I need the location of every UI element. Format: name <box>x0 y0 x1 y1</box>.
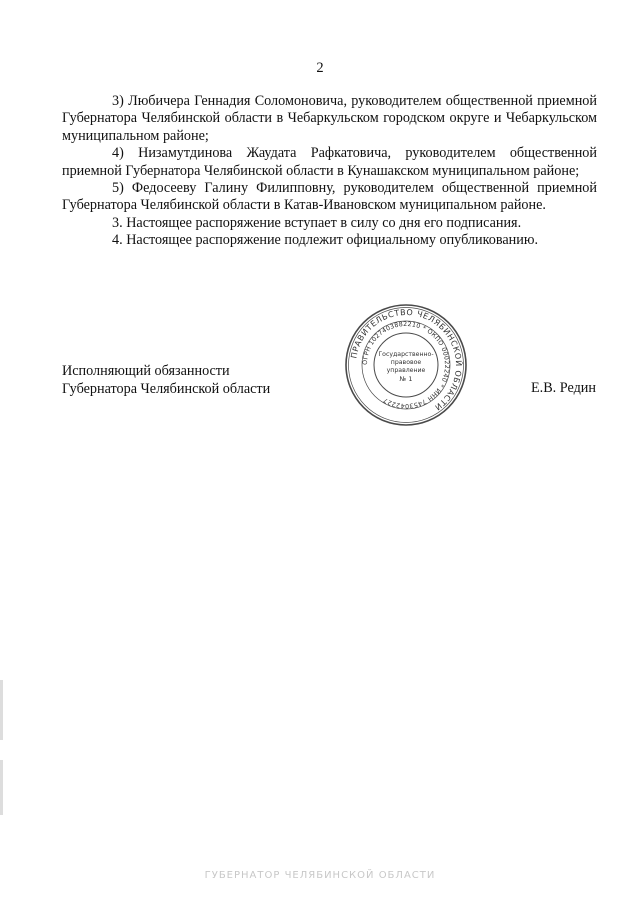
seal-center-line2: правовое <box>390 359 422 366</box>
signatory-title-line1: Исполняющий обязанности <box>62 363 230 379</box>
scan-edge-mark <box>0 760 3 815</box>
paragraph-point-3: 3. Настоящее распоряжение вступает в силу со дня его подписания. <box>112 214 522 231</box>
paragraph-point-4: 4. Настоящее распоряжение подлежит официальному опубликованию. <box>112 232 539 249</box>
document-body <box>62 93 597 250</box>
seal-center-line3: управление <box>386 367 426 374</box>
signatory-title-line2: Губернатора Челябинской области <box>62 380 271 397</box>
paragraph-item-4: 4) Низамутдинова Жаудата Рафкатовича, руководителем общественной приемной Губернатора Челябинской области в Кунашакском муниципальном районе; <box>62 145 597 179</box>
signatory-title <box>62 363 270 398</box>
paragraph-item-5: 5) Федосееву Галину Филипповну, руководителем общественной приемной Губернатора Челябинской области в Катав-Ивановском муниципальном районе. <box>62 180 597 214</box>
official-seal-icon <box>343 302 469 428</box>
page-footer: ГУБЕРНАТОР ЧЕЛЯБИНСКОЙ ОБЛАСТИ <box>204 870 436 881</box>
signatory-name: Е.В. Редин <box>531 380 596 396</box>
seal-ring-text: ОГРН 1027403882210 * ОКПО 00022240 * ИНН 7453042227 <box>361 320 451 410</box>
seal-center-line4: № 1 <box>399 375 413 383</box>
seal-outer-text: ПРАВИТЕЛЬСТВО ЧЕЛЯБИНСКОЙ ОБЛАСТИ <box>349 307 464 413</box>
paragraph-item-3: 3) Любичера Геннадия Соломоновича, руководителем общественной приемной Губернатора Челябинской области в Чебаркульском городском округе и Чебаркульском муниципальном районе; <box>62 93 597 144</box>
page-number: 2 <box>316 60 324 76</box>
seal-center-line1: Государственно- <box>378 351 434 358</box>
scan-edge-mark <box>0 680 3 740</box>
